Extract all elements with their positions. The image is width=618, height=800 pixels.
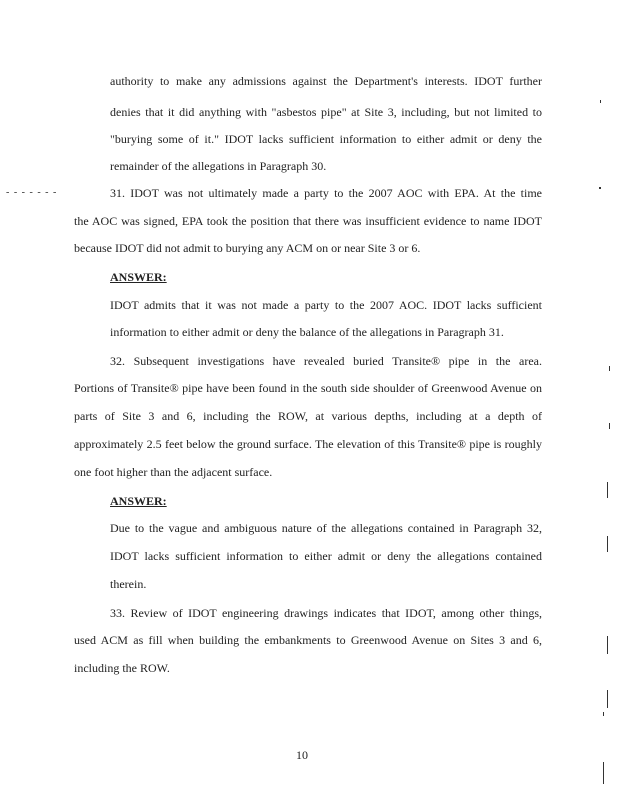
scan-mark (607, 690, 608, 708)
scan-mark (607, 636, 608, 654)
text-line: IDOT admits that it was not made a party to the 2007 AOC. IDOT lacks sufficient (110, 298, 542, 312)
text-line: IDOT lacks sufficient information to either admit or deny the allegations contained (110, 549, 542, 563)
paragraph-33-start: 33. Review of IDOT engineering drawings indicates that IDOT, among other things, (110, 606, 542, 620)
text-line: therein. (110, 577, 147, 591)
page-number: 10 (296, 748, 308, 762)
text-line: including the ROW. (74, 661, 170, 675)
scan-mark (609, 423, 610, 429)
scan-mark (607, 536, 608, 552)
text-line: approximately 2.5 feet below the ground surface. The elevation of this Transite® pipe is roughly (74, 437, 542, 451)
answer-heading: ANSWER: (110, 494, 167, 508)
text-line: information to either admit or deny the balance of the allegations in Paragraph 31. (110, 325, 504, 339)
text-line: remainder of the allegations in Paragraph 30. (110, 159, 327, 173)
scan-mark (600, 100, 601, 103)
text-line: authority to make any admissions against the Department's interests. IDOT further (110, 74, 542, 88)
text-line: the AOC was signed, EPA took the position that there was insufficient evidence to name IDOT (74, 214, 542, 228)
scan-mark (607, 482, 608, 498)
text-line: one foot higher than the adjacent surface. (74, 465, 273, 479)
text-line: Portions of Transite® pipe have been found in the south side shoulder of Greenwood Avenue on (74, 381, 542, 395)
text-line: "burying some of it." IDOT lacks sufficient information to either admit or deny the (110, 132, 542, 146)
text-line: used ACM as fill when building the embankments to Greenwood Avenue on Sites 3 and 6, (74, 633, 542, 647)
text-line: denies that it did anything with "asbestos pipe" at Site 3, including, but not limited to (110, 105, 542, 119)
text-line: parts of Site 3 and 6, including the ROW, at various depths, including at a depth of (74, 409, 542, 423)
margin-artifact: - - - - - - - (6, 187, 58, 198)
paragraph-32-start: 32. Subsequent investigations have revealed buried Transite® pipe in the area. (110, 354, 542, 368)
scan-mark (599, 187, 601, 189)
answer-heading: ANSWER: (110, 270, 167, 284)
text-line: because IDOT did not admit to burying any ACM on or near Site 3 or 6. (74, 241, 421, 255)
scan-mark (603, 712, 604, 716)
scan-mark (603, 762, 604, 784)
paragraph-31-start: 31. IDOT was not ultimately made a party to the 2007 AOC with EPA. At the time (110, 186, 542, 200)
scan-mark (609, 366, 610, 371)
text-line: Due to the vague and ambiguous nature of the allegations contained in Paragraph 32, (110, 521, 542, 535)
